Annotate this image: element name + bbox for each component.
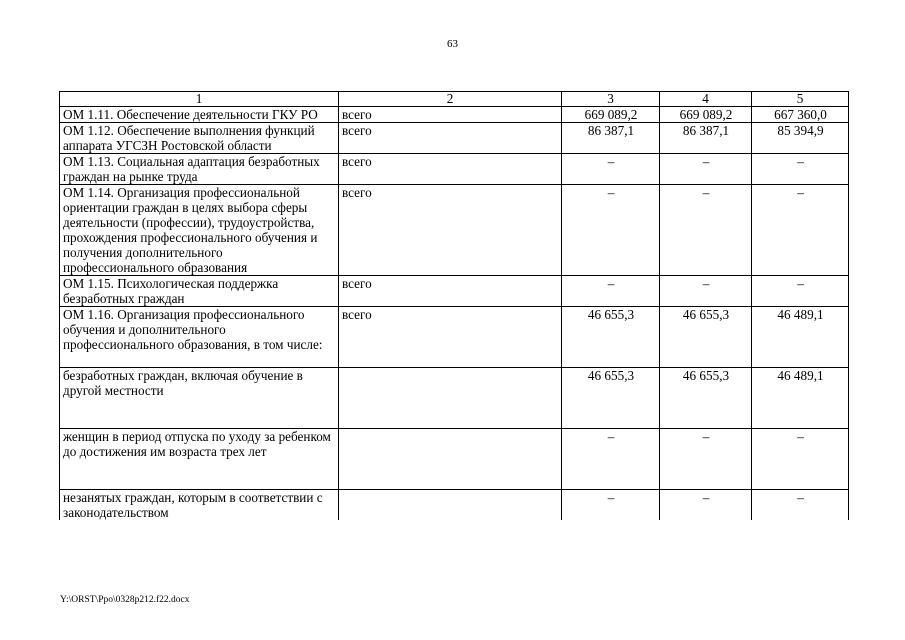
- subrow-value-3: 46 655,3: [562, 368, 660, 429]
- table-subrow: [60, 368, 849, 429]
- subrow-value-5: –: [752, 490, 849, 521]
- row-value-5: 85 394,9: [752, 123, 849, 154]
- row-value-4: 86 387,1: [660, 123, 752, 154]
- subrow-type: [339, 490, 562, 521]
- row-name: ОМ 1.13. Социальная адаптация безработных граждан на рынке труда: [60, 154, 339, 185]
- row-value-4: –: [660, 276, 752, 307]
- subrow-name: женщин в период отпуска по уходу за ребенком до достижения им возраста трех лет: [60, 429, 339, 490]
- table-subrow: [60, 490, 849, 521]
- row-type: всего: [339, 154, 562, 185]
- row-type: всего: [339, 307, 562, 368]
- subrow-type: [339, 429, 562, 490]
- subrow-value-3: –: [562, 490, 660, 521]
- row-name: ОМ 1.15. Психологическая поддержка безработных граждан: [60, 276, 339, 307]
- table-row: [60, 307, 849, 368]
- row-value-3: 46 655,3: [562, 307, 660, 368]
- row-value-5: –: [752, 185, 849, 276]
- row-value-3: 669 089,2: [562, 107, 660, 123]
- header-col-1: 1: [60, 92, 339, 107]
- subrow-value-3: –: [562, 429, 660, 490]
- row-type: всего: [339, 185, 562, 276]
- row-value-4: 46 655,3: [660, 307, 752, 368]
- row-name: ОМ 1.14. Организация профессиональной ориентации граждан в целях выбора сферы деятельности (профессии), трудоустройства, прохождения профессионального обучения и получения дополнительного профессионального образования: [60, 185, 339, 276]
- table-row: [60, 276, 849, 307]
- header-col-3: 3: [562, 92, 660, 107]
- table-subrow: [60, 429, 849, 490]
- row-type: всего: [339, 276, 562, 307]
- subrow-name: незанятых граждан, которым в соответствии с законодательством: [60, 490, 339, 521]
- row-name: ОМ 1.11. Обеспечение деятельности ГКУ РО: [60, 107, 339, 123]
- row-type: всего: [339, 123, 562, 154]
- subrow-value-5: 46 489,1: [752, 368, 849, 429]
- header-col-4: 4: [660, 92, 752, 107]
- header-col-2: 2: [339, 92, 562, 107]
- row-value-5: 46 489,1: [752, 307, 849, 368]
- header-col-5: 5: [752, 92, 849, 107]
- row-value-4: –: [660, 185, 752, 276]
- row-value-5: 667 360,0: [752, 107, 849, 123]
- row-name: ОМ 1.16. Организация профессионального обучения и дополнительного профессионального образования, в том числе:: [60, 307, 339, 368]
- subrow-value-4: –: [660, 429, 752, 490]
- row-value-3: –: [562, 154, 660, 185]
- row-type: всего: [339, 107, 562, 123]
- subrow-value-4: 46 655,3: [660, 368, 752, 429]
- subrow-value-5: –: [752, 429, 849, 490]
- row-value-4: –: [660, 154, 752, 185]
- budget-table: [59, 91, 849, 520]
- header-row: [60, 92, 849, 107]
- row-value-5: –: [752, 276, 849, 307]
- subrow-name: безработных граждан, включая обучение в другой местности: [60, 368, 339, 429]
- table-row: [60, 123, 849, 154]
- page-number: 63: [447, 38, 458, 50]
- row-value-3: 86 387,1: [562, 123, 660, 154]
- footer-file-path: Y:\ORST\Ppo\0328p212.f22.docx: [60, 595, 190, 605]
- table-container: [59, 91, 851, 590]
- row-value-4: 669 089,2: [660, 107, 752, 123]
- row-value-3: –: [562, 185, 660, 276]
- table-row: [60, 185, 849, 276]
- row-name: ОМ 1.12. Обеспечение выполнения функций аппарата УГСЗН Ростовской области: [60, 123, 339, 154]
- subrow-value-4: –: [660, 490, 752, 521]
- table-row: [60, 154, 849, 185]
- subrow-type: [339, 368, 562, 429]
- row-value-3: –: [562, 276, 660, 307]
- row-value-5: –: [752, 154, 849, 185]
- table-row: [60, 107, 849, 123]
